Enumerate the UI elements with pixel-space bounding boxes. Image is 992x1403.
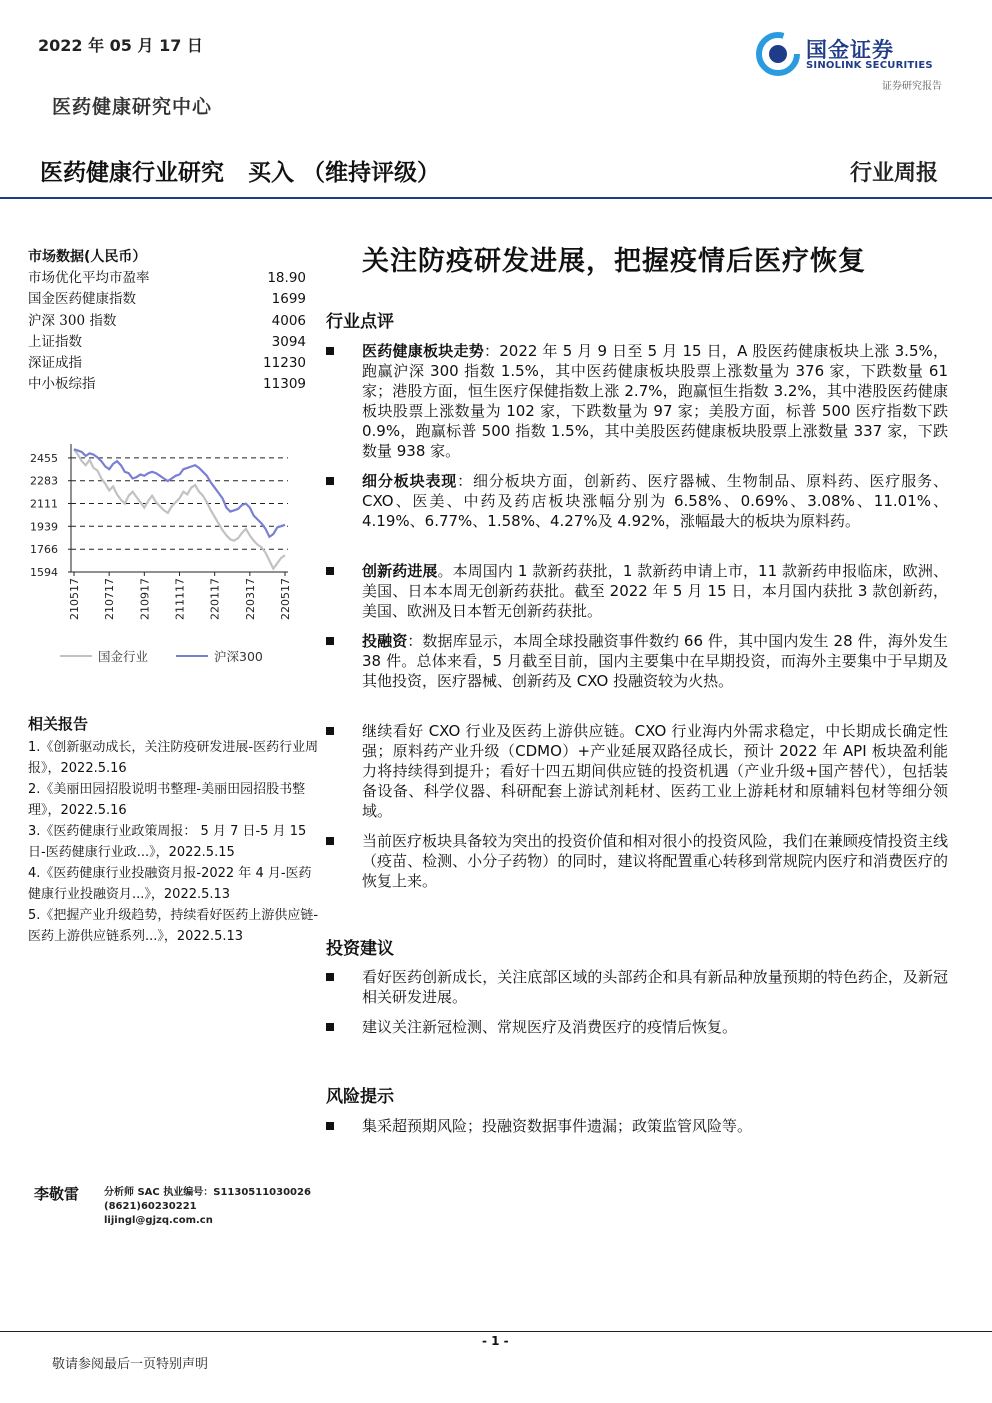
bullet-lead: 细分板块表现	[362, 472, 458, 490]
legend-label-industry: 国金行业	[98, 649, 149, 664]
bullet-text	[362, 341, 948, 461]
bullet-body: ：细分板块方面，创新药、医疗器械、生物制品、原料药、医疗服务、CXO、医美、中药及药店板块涨幅分别为 6.58%、0.69%、3.08%、11.01%、4.19%、6.77%、1.58%、4.27%及 4.92%，涨幅最大的板块为原料药。	[362, 472, 948, 530]
bullet-text	[362, 561, 948, 621]
page-number: - 1 -	[482, 1334, 509, 1348]
related-reports-title: 相关报告	[28, 715, 89, 733]
bullet-body: 看好医药创新成长，关注底部区域的头部药企和具有新品种放量预期的特色药企，及新冠相关研发进展。	[362, 968, 948, 1006]
market-row	[28, 289, 306, 310]
report-title: 关注防疫研发进展，把握疫情后医疗恢复	[362, 246, 866, 277]
related-report-item: 4.《医药健康行业投融资月报-2022 年 4 月-医药健康行业投融资月...》，2022.5.13	[28, 866, 312, 902]
bullet-body: 当前医疗板块具备较为突出的投资价值和相对很小的投资风险，我们在兼顾疫情投资主线（疫苗、检测、小分子药物）的同时，建议将配置重心转移到常规院内医疗和消费医疗的恢复上来。	[362, 832, 948, 890]
brand-subtitle: 证券研究报告	[882, 81, 942, 92]
header-rule	[0, 197, 992, 199]
brand-name-cn: 国金证券	[806, 38, 894, 62]
market-value: 4006	[271, 312, 306, 329]
footer-rule	[0, 1331, 992, 1332]
review-item	[326, 721, 948, 821]
x-tick-label: 210717	[103, 578, 117, 620]
y-tick-label: 2455	[30, 451, 58, 465]
market-row	[28, 353, 306, 374]
index-chart	[26, 440, 316, 640]
review-item	[326, 341, 948, 461]
analyst-phone: (8621)60230221	[104, 1201, 197, 1212]
market-value: 1699	[271, 291, 306, 308]
brand-logo	[756, 32, 946, 90]
section-risk-title: 风险提示	[326, 1087, 394, 1107]
series-line-hs300	[74, 449, 285, 537]
market-data-table	[28, 268, 306, 396]
legend-item-hs300	[176, 647, 263, 665]
invest-item	[326, 1017, 948, 1037]
bullet-body: ：数据库显示，本周全球投融资事件数约 66 件，其中国内发生 28 件，海外发生 38 件。总体来看，5 月截至目前，国内主要集中在早期投资，而海外主要集中于早期及其他投资，医疗器械、创新药及 CXO 投融资较为火热。	[362, 632, 948, 690]
market-label: 市场优化平均市盈率	[28, 270, 150, 286]
bullet-square-icon	[326, 837, 334, 845]
section-review-title: 行业点评	[326, 312, 394, 332]
y-tick-label: 1939	[30, 520, 58, 534]
analyst-id: 分析师 SAC 执业编号：S1130511030026	[104, 1187, 311, 1198]
bullet-body: 。本周国内 1 款新药获批，1 款新药申请上市，11 款新药申报临床，欧洲、美国、日本本周无创新药获批。截至 2022 年 5 月 15 日，本月国内获批 3 款创新药，美国、欧洲及日本暂无创新药获批。	[362, 562, 948, 620]
legend-swatch-industry	[60, 655, 92, 657]
bullet-text	[362, 471, 948, 531]
chart-legend	[60, 647, 300, 665]
author-name: 李敬雷	[34, 1185, 80, 1203]
market-value: 11309	[263, 376, 306, 393]
legend-swatch-hs300	[176, 655, 208, 657]
market-label: 深证成指	[28, 355, 82, 372]
y-tick-label: 2283	[30, 474, 58, 488]
market-row	[28, 332, 306, 353]
market-label: 中小板综指	[28, 376, 96, 393]
bullet-lead: 创新药进展	[362, 562, 438, 580]
bullet-text	[362, 967, 948, 1007]
bullet-text	[362, 831, 948, 891]
brand-name-en: SINOLINK SECURITIES	[806, 60, 933, 71]
bullet-body: 集采超预期风险；投融资数据事件遗漏；政策监管风险等。	[362, 1117, 753, 1135]
sinolink-logo-icon	[756, 32, 800, 76]
report-date: 2022 年 05 月 17 日	[38, 36, 203, 55]
bullet-square-icon	[326, 727, 334, 735]
bullet-lead: 医药健康板块走势	[362, 342, 485, 360]
x-tick-label: 220117	[208, 578, 222, 620]
y-tick-label: 1766	[30, 543, 58, 557]
bullet-lead: 投融资	[362, 632, 408, 650]
disclaimer: 敬请参阅最后一页特别声明	[52, 1357, 209, 1372]
bullet-body: 继续看好 CXO 行业及医药上游供应链。CXO 行业海内外需求稳定，中长期成长确定性强；原料药产业升级（CDMO）+产业延展双路径成长，预计 2022 年 API 板块盈利能力将持续得到提升；看好十四五期间供应链的投资机遇（产业升级+国产替代），包括装备设备、科学仪器、科研配套上游试剂耗材、医药工业上游耗材和原辅料包材等细分领域。	[362, 722, 948, 820]
bullet-square-icon	[326, 567, 334, 575]
market-label: 国金医药健康指数	[28, 291, 136, 308]
related-report-item: 5.《把握产业升级趋势，持续看好医药上游供应链-医药上游供应链系列...》，2022.5.13	[28, 908, 319, 944]
related-report-item: 1.《创新驱动成长，关注防疫研发进展-医药行业周报》，2022.5.16	[28, 740, 319, 776]
bullet-square-icon	[326, 973, 334, 981]
market-row	[28, 374, 306, 395]
x-tick-label: 210517	[68, 578, 81, 620]
market-row	[28, 311, 306, 332]
y-tick-label: 2111	[30, 497, 58, 511]
risk-item	[326, 1116, 948, 1136]
related-reports-list	[28, 737, 320, 947]
review-item	[326, 831, 948, 891]
review-item	[326, 561, 948, 621]
bullet-square-icon	[326, 347, 334, 355]
bullet-square-icon	[326, 477, 334, 485]
invest-item	[326, 967, 948, 1007]
market-data-title: 市场数据(人民币）	[28, 249, 147, 265]
bullet-body: 建议关注新冠检测、常规医疗及消费医疗的疫情后恢复。	[362, 1018, 738, 1036]
bullet-square-icon	[326, 1023, 334, 1031]
review-item	[326, 471, 948, 531]
bullet-text	[362, 631, 948, 691]
market-value: 3094	[271, 333, 306, 350]
market-label: 上证指数	[28, 333, 82, 350]
x-tick-label: 211117	[173, 578, 187, 620]
related-report-item: 3.《医药健康行业政策周报： 5 月 7 日-5 月 15 日-医药健康行业政...》，2022.5.15	[28, 824, 307, 860]
research-center: 医药健康研究中心	[52, 96, 213, 118]
bullet-text	[362, 1017, 948, 1037]
bullet-body: ：2022 年 5 月 9 日至 5 月 15 日，A 股医药健康板块上涨 3.5%，跑赢沪深 300 指数 1.5%，其中医药健康板块股票上涨数量为 376 家，下跌数量 61 家；港股方面，恒生医疗保健指数上涨 2.7%，跑赢恒生指数 3.2%，其中港股医药健康板块股票上涨数量为 102 家，下跌数量为 97 家；美股方面，标普 500 医疗指数下跌 0.9%，跑赢标普 500 指数 1.5%，其中美股医药健康板块股票上涨数量 337 家，下跌数量 938 家。	[362, 342, 948, 460]
market-value: 11230	[263, 355, 306, 372]
market-value: 18.90	[267, 270, 306, 286]
x-tick-label: 210917	[138, 578, 152, 620]
section-invest-title: 投资建议	[326, 939, 394, 959]
legend-label-hs300: 沪深300	[214, 649, 263, 664]
market-label: 沪深 300 指数	[28, 312, 117, 329]
bullet-text	[362, 1116, 948, 1136]
analyst-email: lijingl@gjzq.com.cn	[104, 1215, 213, 1226]
report-type: 行业周报	[849, 160, 938, 186]
bullet-text	[362, 721, 948, 821]
headline: 医药健康行业研究 买入 （维持评级）	[40, 160, 441, 186]
bullet-square-icon	[326, 637, 334, 645]
x-tick-label: 220517	[279, 578, 292, 620]
legend-item-industry	[60, 647, 148, 665]
market-row	[28, 268, 306, 289]
y-tick-label: 1594	[30, 566, 58, 579]
review-item	[326, 631, 948, 691]
related-report-item: 2.《美丽田园招股说明书整理-美丽田园招股书整理》，2022.5.16	[28, 782, 306, 818]
bullet-square-icon	[326, 1122, 334, 1130]
author-info	[104, 1186, 311, 1228]
x-tick-label: 220317	[243, 578, 257, 620]
